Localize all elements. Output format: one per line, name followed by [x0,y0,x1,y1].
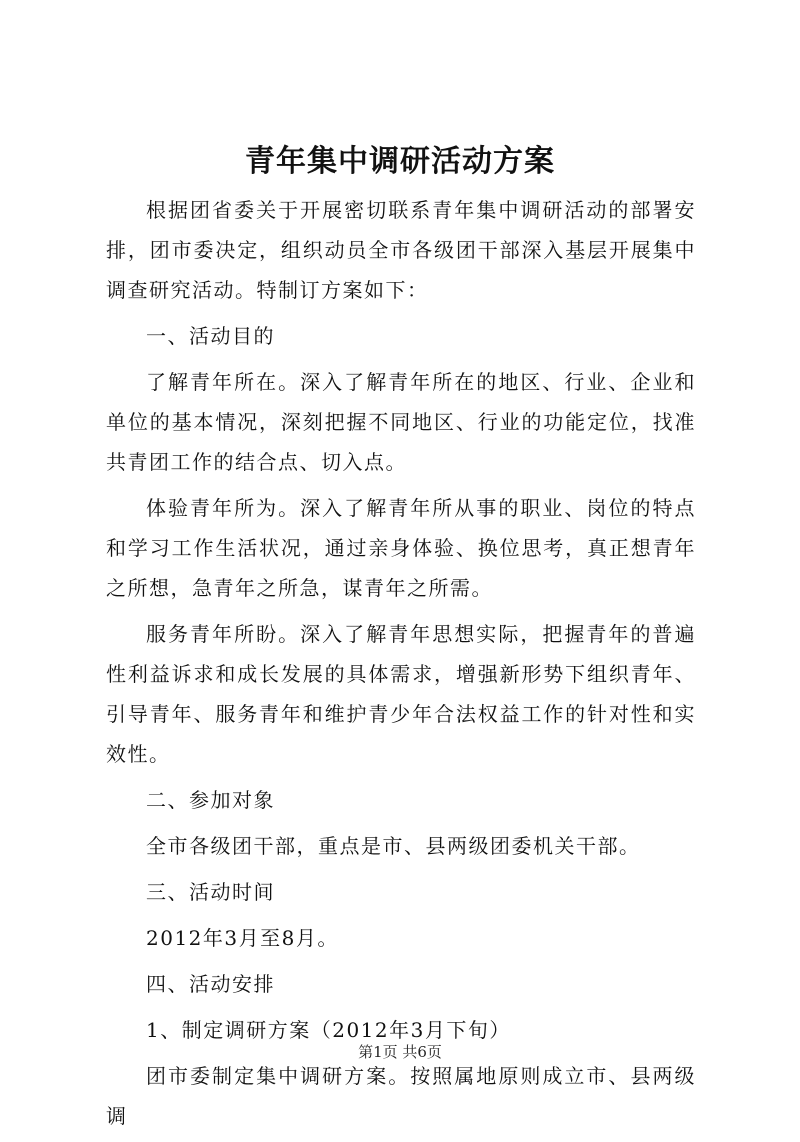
paragraph-purpose-2: 体验青年所为。深入了解青年所从事的职业、岗位的特点和学习工作生活状况，通过亲身体验、换位思考，真正想青年之所想，急青年之所急，谋青年之所需。 [106,496,696,600]
paragraph-time: 2012年3月至8月。 [146,926,339,950]
paragraph-purpose-1: 了解青年所在。深入了解青年所在的地区、行业、企业和单位的基本情况，深刻把握不同地区、行业的功能定位，找准共青团工作的结合点、切入点。 [106,370,696,474]
paragraph-arrangement-text: 团市委制定集中调研方案。按照属地原则成立市、县两级调 [106,1064,696,1128]
section-heading-time: 三、活动时间 [146,880,275,904]
document-body [106,190,696,1142]
paragraph-participants: 全市各级团干部，重点是市、县两级团委机关干部。 [146,834,641,858]
section-heading-arrangement: 四、活动安排 [146,972,275,996]
paragraph-intro: 根据团省委关于开展密切联系青年集中调研活动的部署安排，团市委决定，组织动员全市各级团干部深入基层开展集中调查研究活动。特制订方案如下： [106,198,696,302]
section-heading-participants: 二、参加对象 [146,788,275,812]
page-footer: 第1页 共6页 [358,1043,442,1061]
section-heading-purpose: 一、活动目的 [146,324,275,348]
paragraph-purpose-3: 服务青年所盼。深入了解青年思想实际，把握青年的普遍性利益诉求和成长发展的具体需求，增强新形势下组织青年、引导青年、服务青年和维护青少年合法权益工作的针对性和实效性。 [106,622,696,766]
paragraph-arrangement-item-1: 1、制定调研方案（2012年3月下旬） [146,1018,511,1042]
document-title: 青年集中调研活动方案 [245,144,555,179]
